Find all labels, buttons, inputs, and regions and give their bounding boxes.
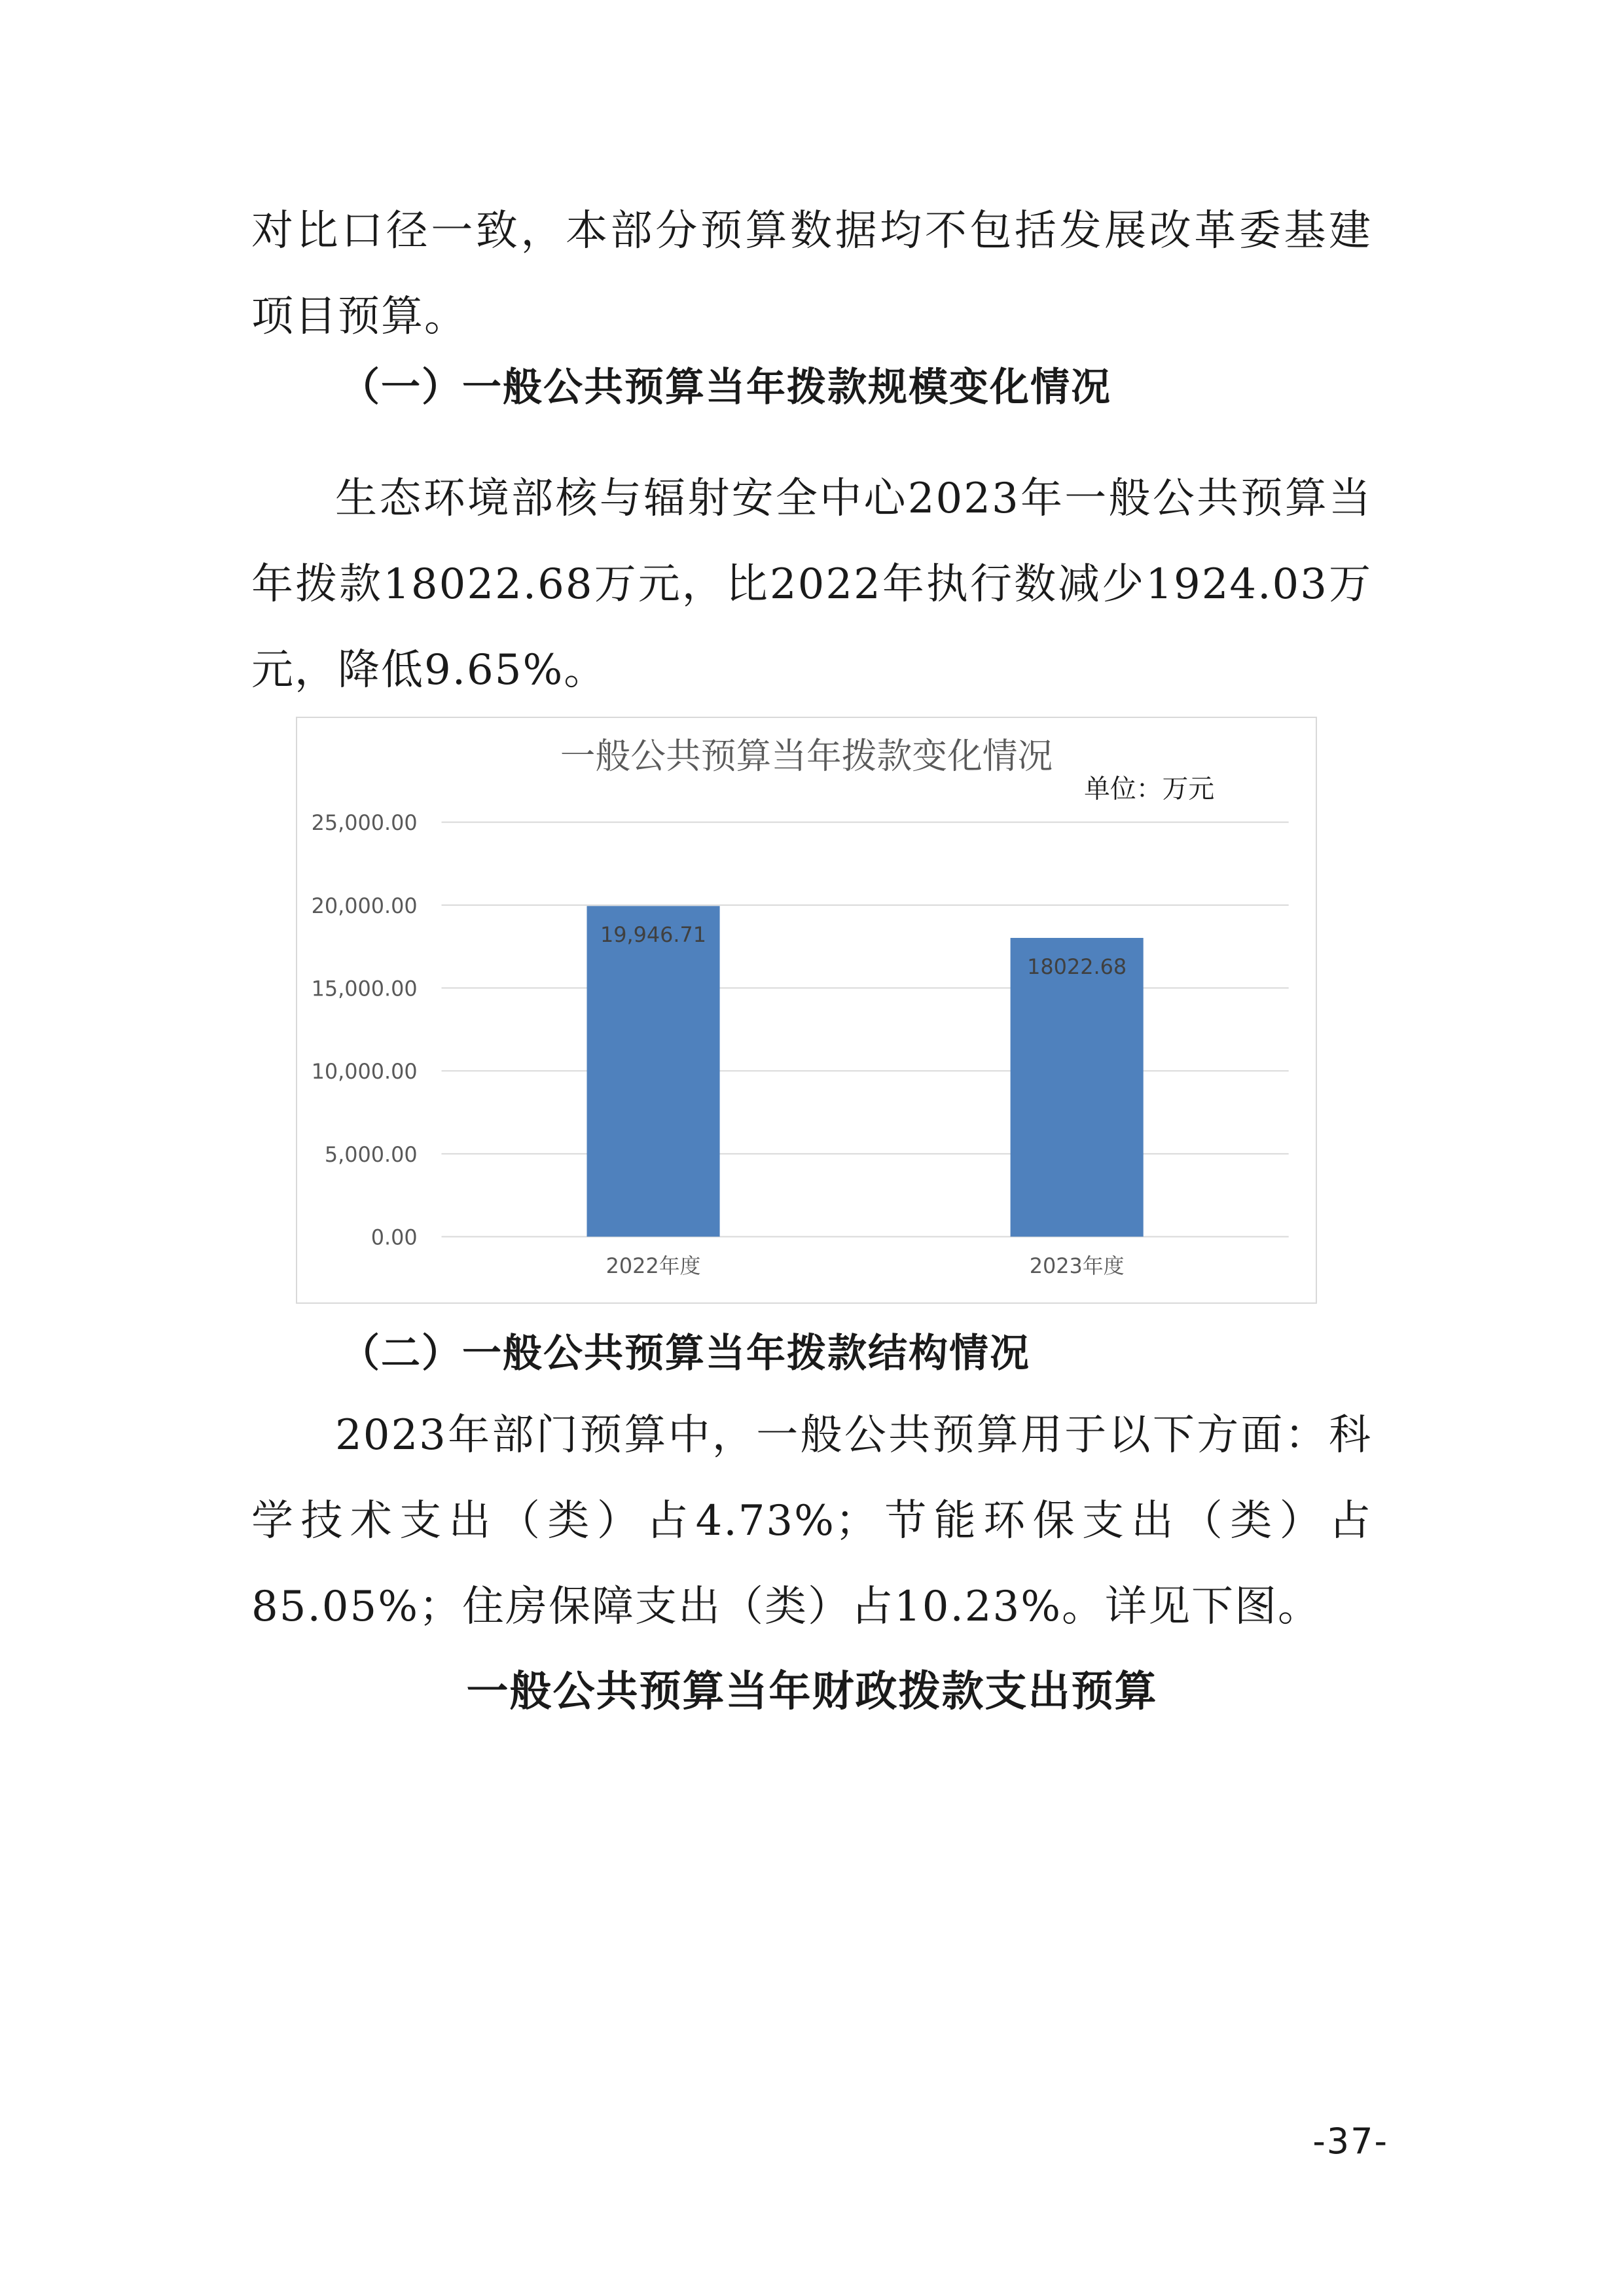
bar-2022年度	[587, 906, 720, 1236]
x-tick-label: 2023年度	[1029, 1253, 1125, 1279]
y-tick-label: 15,000.00	[311, 976, 418, 1001]
data-label: 18022.68	[1027, 954, 1127, 979]
section-one-heading: （一）一般公共预算当年拨款规模变化情况	[340, 365, 1111, 410]
intro-paragraph: 对比口径一致，本部分预算数据均不包括发展改革委基建项目预算。	[251, 207, 1372, 341]
x-axis-ticks	[606, 1253, 1125, 1278]
page-number: -37-	[1312, 2121, 1388, 2162]
chart-gridlines	[441, 822, 1288, 1236]
y-tick-label: 25,000.00	[311, 810, 418, 836]
x-tick-label: 2022年度	[605, 1253, 701, 1279]
bar-2023年度	[1011, 938, 1144, 1236]
budget-change-chart	[296, 717, 1317, 1304]
y-tick-label: 20,000.00	[311, 893, 418, 918]
y-tick-label: 10,000.00	[311, 1059, 418, 1085]
structure-paragraph: 2023年部门预算中，一般公共预算用于以下方面：科学技术支出（类）占4.73%；节能环保支出（类）占85.05%；住房保障支出（类）占10.23%。详见下图。	[251, 1411, 1372, 1631]
data-label: 19,946.71	[600, 922, 707, 948]
section-two-heading: （二）一般公共预算当年拨款结构情况	[340, 1331, 1030, 1376]
scale-paragraph: 生态环境部核与辐射安全中心2023年一般公共预算当年拨款18022.68万元，比2022年执行数减少1924.03万元，降低9.65%。	[251, 475, 1372, 694]
y-tick-label: 0.00	[370, 1225, 418, 1250]
chart-title: 一般公共预算当年拨款变化情况	[560, 735, 1053, 777]
chart-unit-note: 单位：万元	[1084, 774, 1215, 804]
y-tick-label: 5,000.00	[324, 1141, 418, 1167]
next-chart-title: 一般公共预算当年财政拨款支出预算	[466, 1668, 1158, 1716]
y-axis-ticks	[312, 810, 418, 1249]
